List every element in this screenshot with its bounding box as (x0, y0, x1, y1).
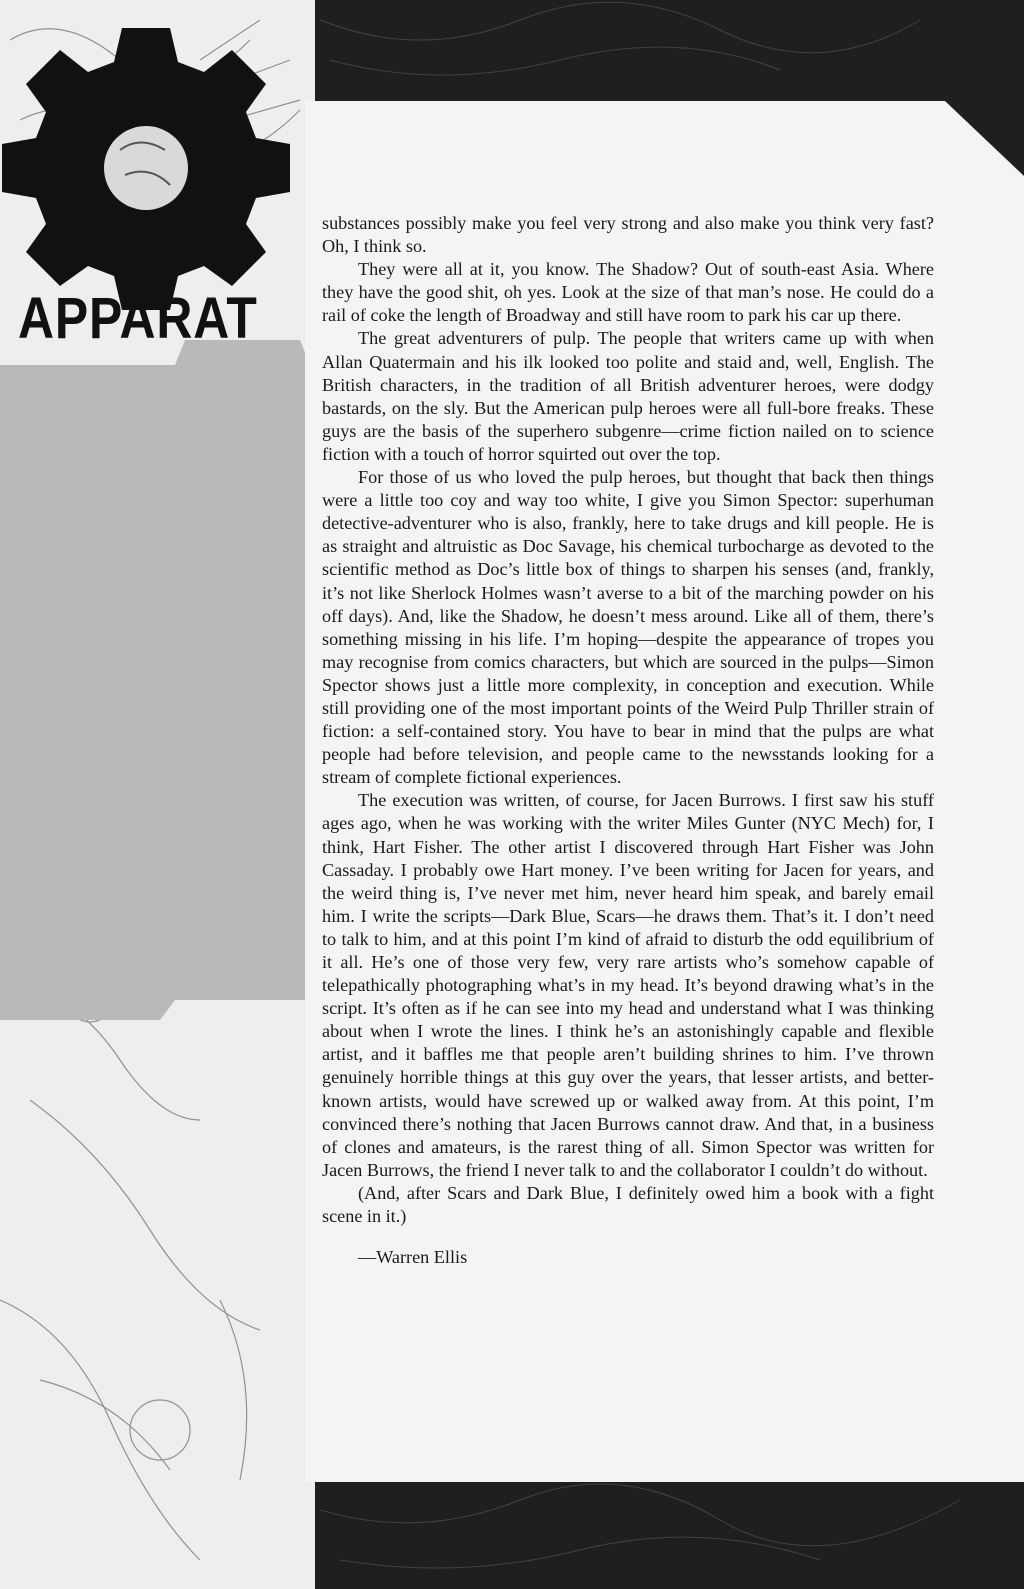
paragraph: The execution was written, of course, for Jacen Burrows. I first saw his stuff ages ago, when he was working with the writer Miles Gunter (NYC Mech) for, I think, Hart Fisher. The other artist I discovered through Hart Fisher was John Cassaday. I probably owe Hart money. I’ve been writing for Jacen for years, and the weird thing is, I’ve never met him, never heard him speak, and barely email him. I write the scripts—Dark Blue, Scars—he draws them. That’s it. I don’t need to talk to him, and at this point I’m kind of afraid to disturb the odd equilibrium of it all. He’s one of those very few, very rare artists who’s somehow capable of telepathically photographing what’s in my head. It’s beyond drawing what’s in the script. It’s often as if he can see into my head and understand what I was thinking about when I wrote the lines. I think he’s an astonishingly capable and flexible artist, and it baffles me that people aren’t building shrines to him. I’ve thrown genuinely horrible things at this guy over the years, that lesser artists, and better-known artists, would have screwed up or walked away from. At this point, I’m convinced there’s nothing that Jacen Burrows cannot draw. And that, in a business of clones and amateurs, is the rarest thing of all. Simon Spector was written for Jacen Burrows, the friend I never talk to and the collaborator I couldn’t do without. (322, 790, 934, 1180)
paragraph: They were all at it, you know. The Shadow? Out of south-east Asia. Where they have the good shit, oh yes. Look at the size of that man’s nose. He could do a rail of coke the length of Broadway and still have room to park his car up there. (322, 259, 934, 326)
paragraph: For those of us who loved the pulp heroes, but thought that back then things were a little too coy and way too white, I give you Simon Spector: superhuman detective-adventurer who is also, frankly, here to take drugs and kill people. He is as straight and altruistic as Doc Savage, his chemical turbocharge as devoted to the scientific method as Doc’s little box of things to sharpen his senses (and, frankly, it’s not like Sherlock Holmes wasn’t averse to a bit of the marching powder on his off days). And, like the Shadow, he doesn’t mess around. Like all of them, there’s something missing in his life. I’m hoping—despite the appearance of tropes you may recognise from comics characters, but which are sourced in the pulps—Simon Spector shows just a little more complexity, in conception and execution. While still providing one of the most important points of the Weird Pulp Thriller strain of fiction: a self-contained story. You have to bear in mind that the pulps are what people had before television, and people came to the newsstands looking for a stream of complete fictional experiences. (322, 467, 934, 788)
paragraph: (And, after Scars and Dark Blue, I definitely owed him a book with a fight scene in it.) (322, 1182, 934, 1227)
paragraph: substances possibly make you feel very strong and also make you think very fast? Oh, I think so. (322, 213, 934, 257)
signature: —Warren Ellis (358, 1247, 468, 1268)
article-body (322, 212, 934, 1269)
gear-icon (2, 28, 290, 310)
masthead-title: APPARAT (18, 286, 258, 351)
paragraph: The great adventurers of pulp. The people that writers came up with when Allan Quatermain and his ilk looked too polite and staid and, well, English. The British characters, in the tradition of all British adventurer heroes, were dodgy bastards, on the sly. But the American pulp heroes were all full-bore freaks. These guys are the basis of the superhero subgenre—crime fiction nailed on to science fiction with a touch of horror squirted out over the top. (322, 328, 934, 464)
